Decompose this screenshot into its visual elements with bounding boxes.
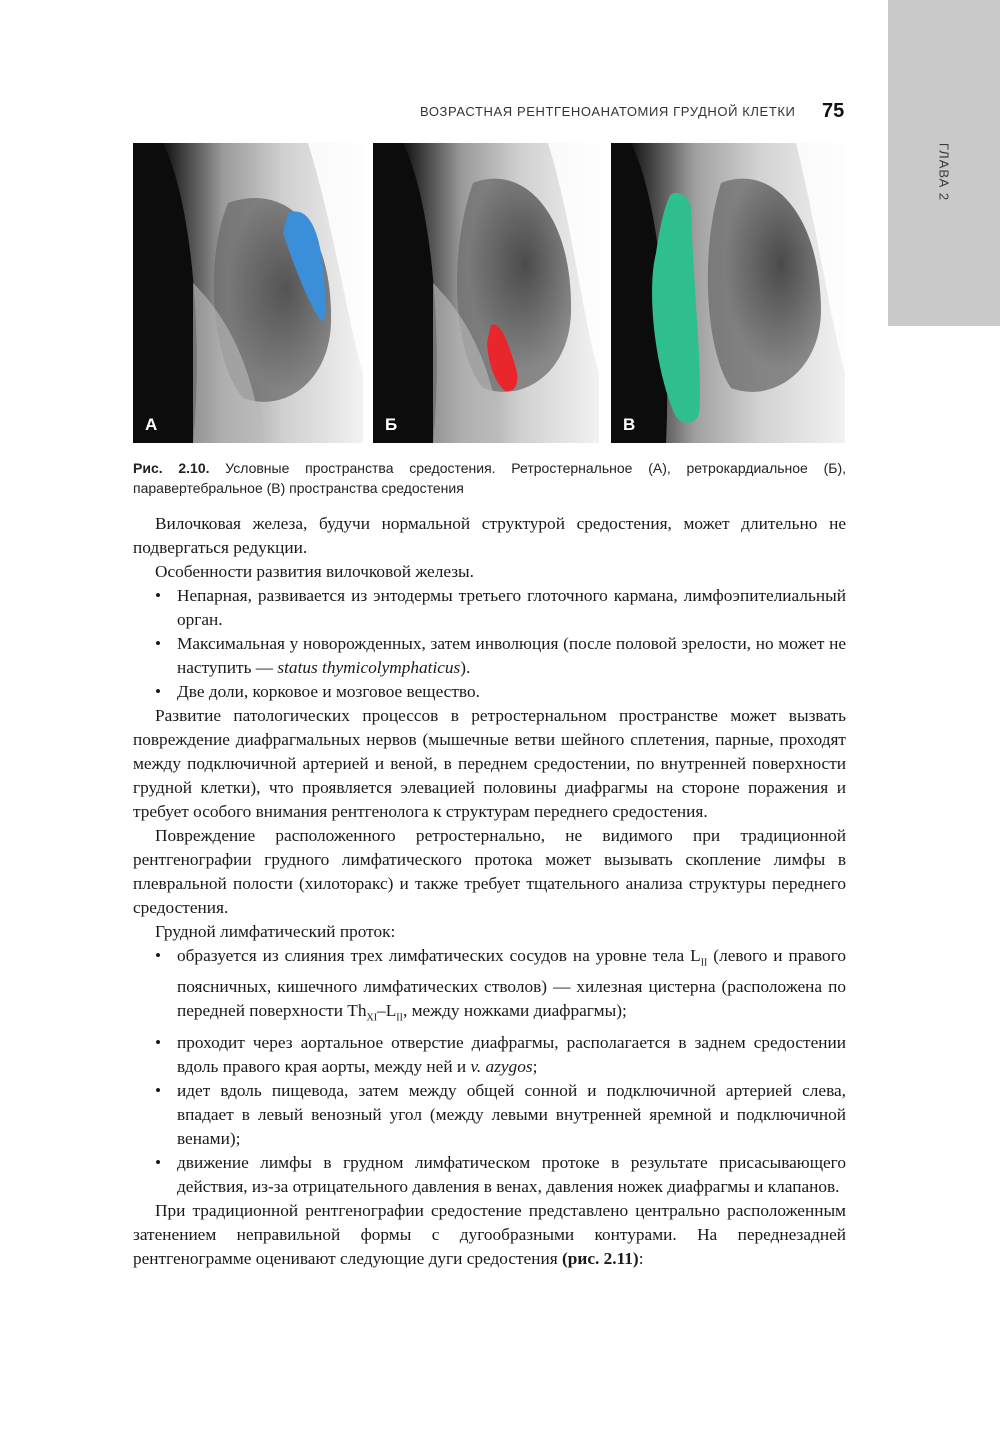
thymus-bullet-list	[133, 584, 846, 704]
caption-label: Рис. 2.10.	[133, 460, 210, 476]
list-item: • Две доли, корковое и мозговое вещество.	[133, 680, 846, 704]
body-text	[133, 512, 846, 1271]
lymph-duct-bullet-list	[133, 944, 846, 1199]
figure-reference: (рис. 2.11)	[562, 1248, 639, 1268]
panel-label-b: Б	[385, 415, 398, 434]
latin-term: v. azygos	[470, 1056, 533, 1076]
chapter-label: ГЛАВА 2	[936, 142, 952, 202]
paragraph: Грудной лимфатический проток:	[155, 922, 396, 941]
figure-panel-v	[611, 143, 845, 443]
caption-text: Условные пространства средостения. Ретростернальное (А), ретрокардиальное (Б), паравертебральное (В) пространства средостения	[133, 460, 846, 496]
list-item: • движение лимфы в грудном лимфатическом протоке в результате присасывающего действия, из-за отрицательного давления в венах, давления ножек диафрагмы и клапанов.	[133, 1151, 846, 1199]
paragraph: При традиционной рентгенографии средостение представлено центрально расположенным затенением неправильной формы с дугообразными контурами. На переднезадней рентгенограмме оценивают следующие дуги средостения (рис. 2.11):	[133, 1200, 846, 1268]
running-title: ВОЗРАСТНАЯ РЕНТГЕНОАНАТОМИЯ ГРУДНОЙ КЛЕТКИ	[420, 104, 796, 119]
xray-image-a	[133, 143, 363, 443]
figure-caption	[133, 458, 846, 498]
page-number: 75	[822, 100, 845, 122]
paragraph: Вилочковая железа, будучи нормальной структурой средостения, может длительно не подвергаться редукции.	[133, 514, 846, 557]
figure-panel-b	[373, 143, 599, 443]
paragraph: Развитие патологических процессов в ретростернальном пространстве может вызвать повреждение диафрагмальных нервов (мышечные ветви шейного сплетения, парные, проходят между подключичной артерией и веной, в переднем средостении, по внутренней поверхности грудной клетки), что проявляется элевацией половины диафрагмы на стороне поражения и требует особого внимания рентгенолога к структурам переднего средостения.	[133, 706, 846, 821]
paragraph: Повреждение расположенного ретростернально, не видимого при традиционной рентгенографии грудного лимфатического протока может вызывать скопление лимфы в плевральной полости (хилоторакс) и также требует тщательного анализа структуры переднего средостения.	[133, 826, 846, 917]
list-item: • Непарная, развивается из энтодермы третьего глоточного кармана, лимфоэпителиальный орган.	[133, 584, 846, 632]
paragraph: Особенности развития вилочковой железы.	[155, 562, 474, 581]
figure-panel-a	[133, 143, 363, 443]
latin-term: status thymicolymphaticus	[277, 658, 461, 677]
panel-label-a: А	[145, 415, 158, 434]
xray-image-b	[373, 143, 599, 443]
panel-label-v: В	[623, 415, 636, 434]
list-item: • Максимальная у новорожденных, затем инволюция (после половой зрелости, но может не наступить — status thymicolymphaticus).	[133, 632, 846, 680]
list-item: • идет вдоль пищевода, затем между общей сонной и подключичной артерией слева, впадает в левый венозный угол (между левыми внутренней яремной и подключичной венами);	[133, 1079, 846, 1151]
list-item: • проходит через аортальное отверстие диафрагмы, располагается в заднем средостении вдоль правого края аорты, между ней и v. azygos;	[133, 1031, 846, 1079]
xray-image-v	[611, 143, 845, 443]
list-item: • образуется из слияния трех лимфатических сосудов на уровне тела $L_{II}$ (левого и правого поясничных, кишечного лимфатических стволов) — хилезная цистерна (расположена по передней поверхности $Th_{XI}-L_{II}$, между ножками диафрагмы);	[133, 944, 846, 1031]
